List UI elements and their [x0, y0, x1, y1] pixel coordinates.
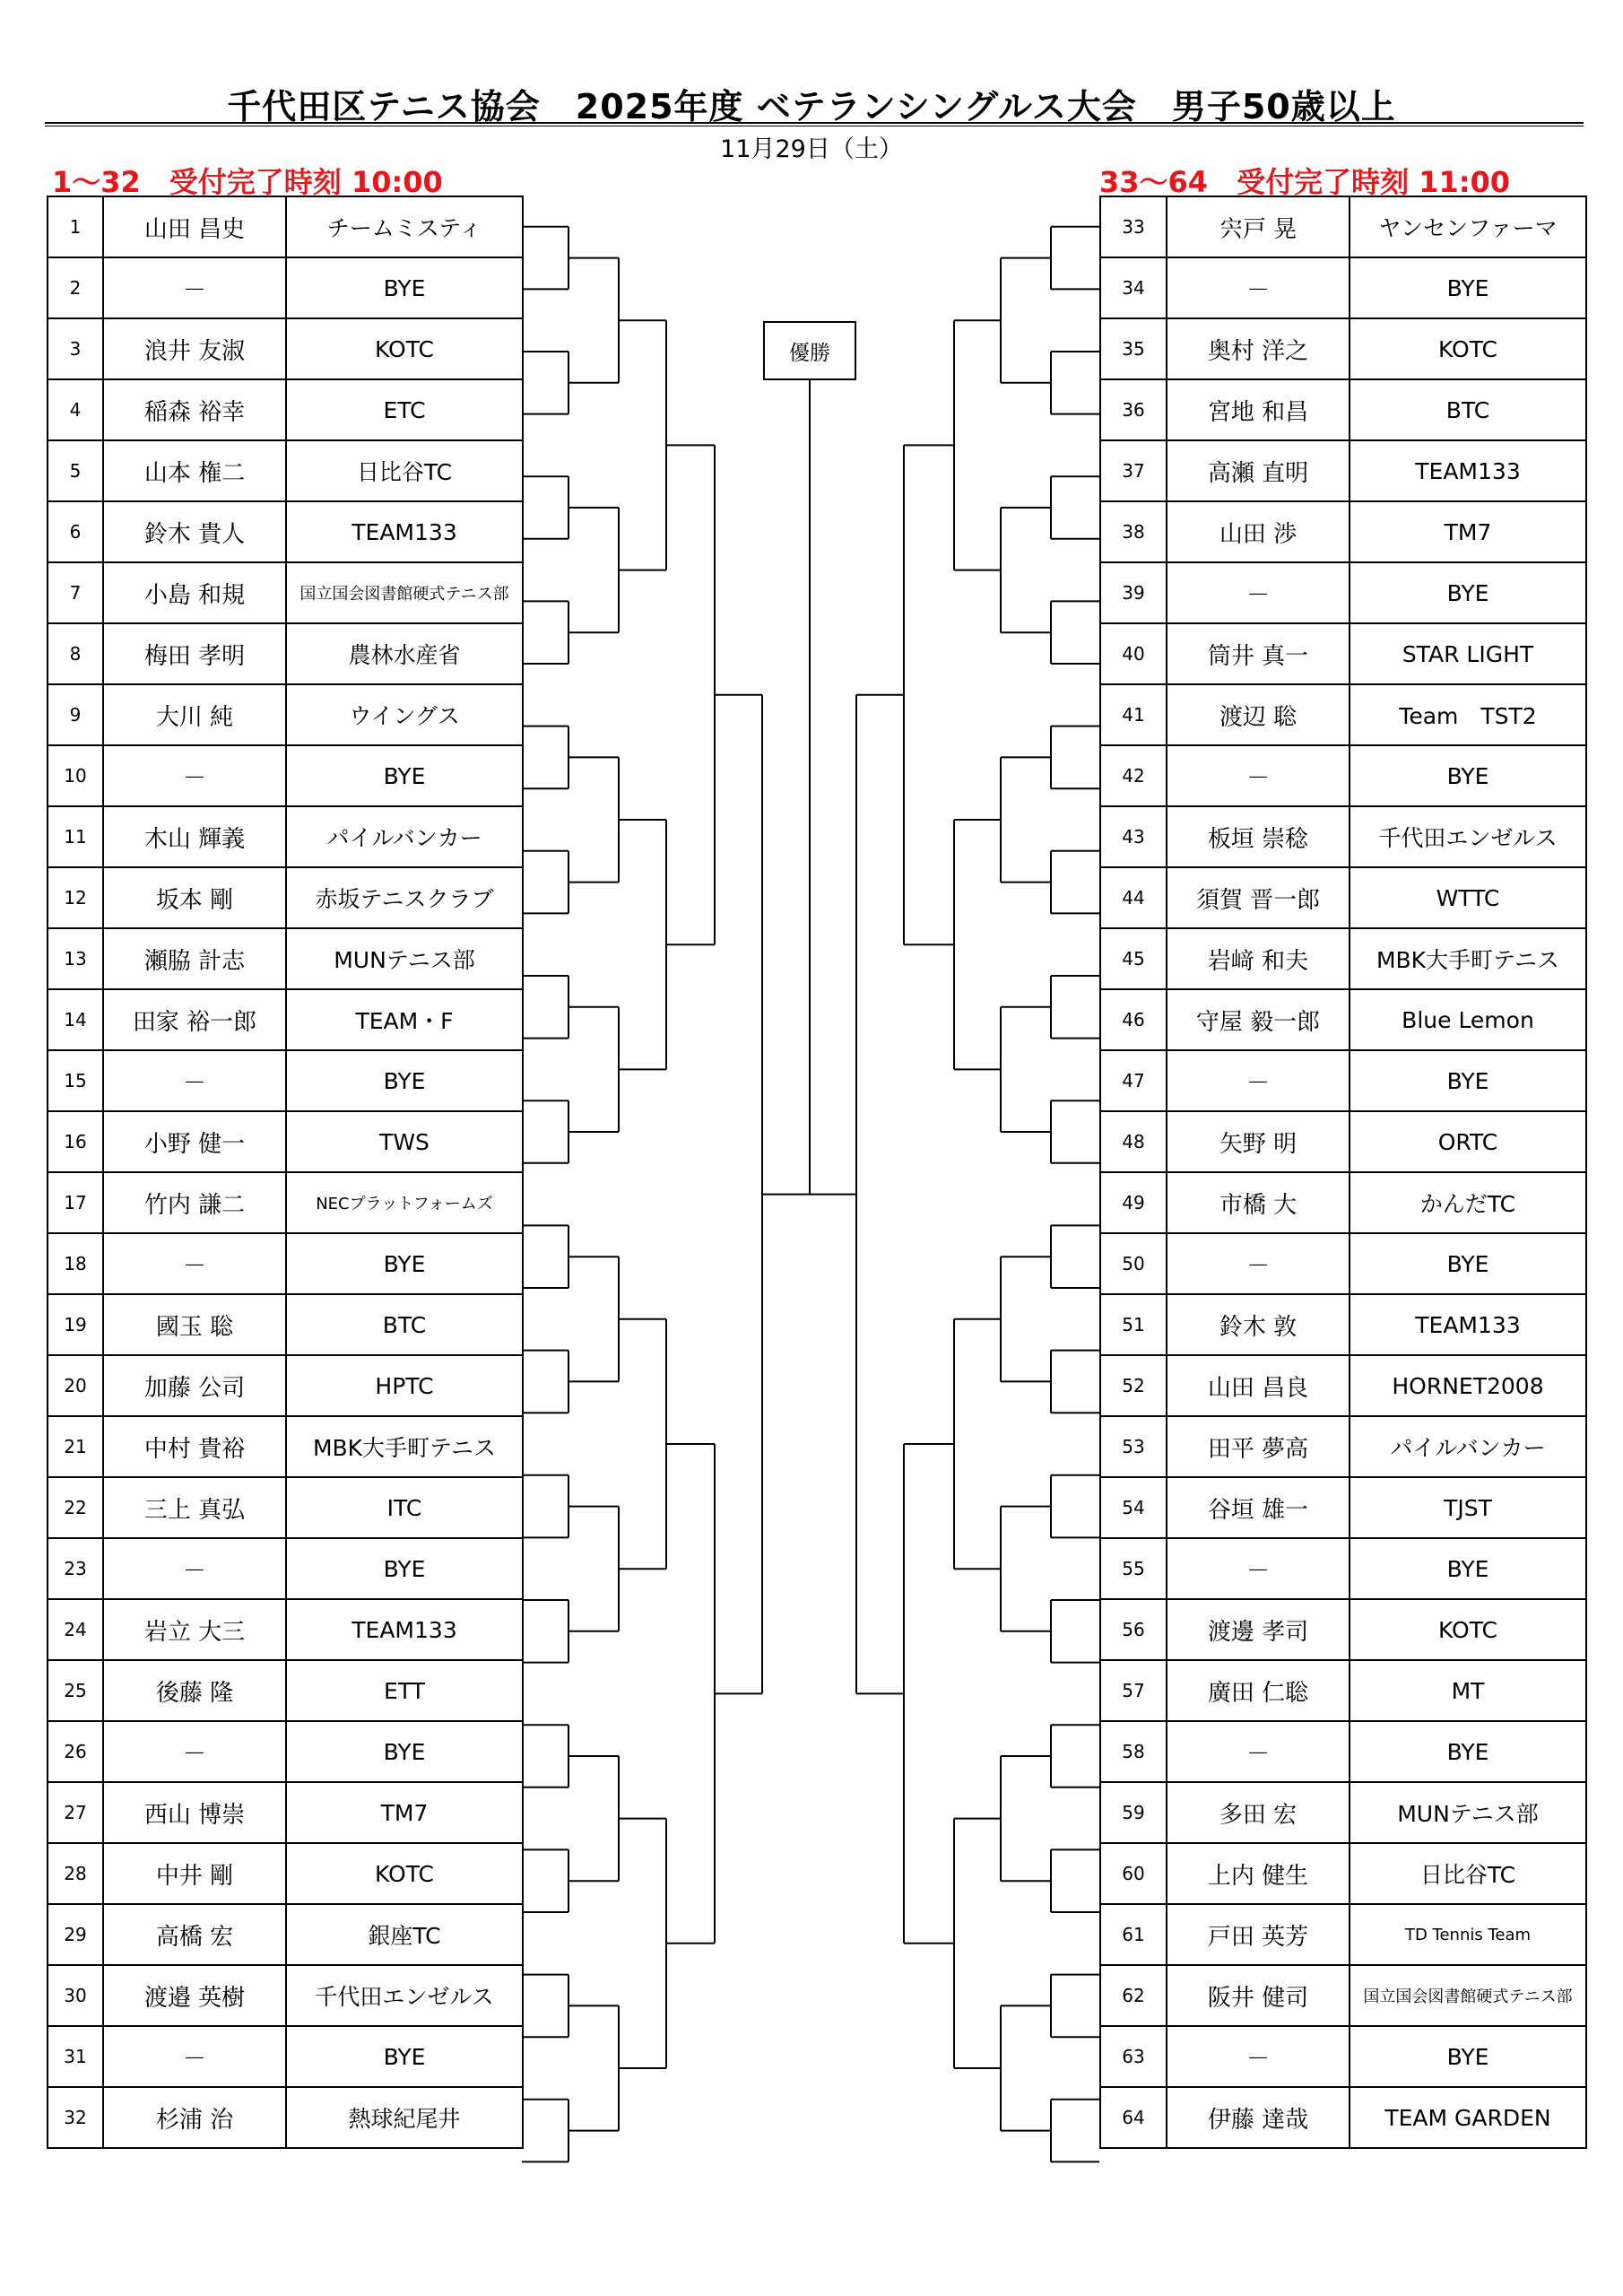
draw-number: 21 — [48, 1416, 103, 1477]
player-name: 中井 剛 — [103, 1843, 286, 1904]
draw-row — [48, 1294, 523, 1355]
player-club: チームミスティ — [286, 196, 523, 257]
player-name: － — [1167, 1538, 1350, 1599]
player-name: 瀬脇 計志 — [103, 928, 286, 989]
player-club: BYE — [1350, 2026, 1586, 2087]
player-name: 山田 昌史 — [103, 196, 286, 257]
player-club: BYE — [286, 745, 523, 806]
draw-number: 44 — [1100, 867, 1167, 928]
player-name: 多田 宏 — [1167, 1782, 1350, 1843]
player-club: TEAM・F — [286, 989, 523, 1050]
player-club: BYE — [286, 1721, 523, 1782]
player-name: 高瀬 直明 — [1167, 440, 1350, 501]
player-name: 三上 真弘 — [103, 1477, 286, 1538]
player-club: 熱球紀尾井 — [286, 2087, 523, 2148]
draw-number: 41 — [1100, 684, 1167, 745]
draw-number: 33 — [1100, 196, 1167, 257]
draw-number: 35 — [1100, 318, 1167, 379]
draw-number: 29 — [48, 1904, 103, 1965]
player-club: BYE — [286, 1233, 523, 1294]
draw-row — [48, 562, 523, 623]
draw-row — [48, 501, 523, 562]
player-club: MT — [1350, 1660, 1586, 1721]
draw-number: 48 — [1100, 1111, 1167, 1172]
player-club: BYE — [286, 257, 523, 318]
player-name: 山田 渉 — [1167, 501, 1350, 562]
draw-row — [48, 1538, 523, 1599]
player-club: 千代田エンゼルス — [286, 1965, 523, 2026]
draw-row — [1100, 1904, 1586, 1965]
player-name: 渡邉 英樹 — [103, 1965, 286, 2026]
draw-number: 10 — [48, 745, 103, 806]
draw-table-left — [47, 196, 524, 2149]
player-club: WTTC — [1350, 867, 1586, 928]
draw-number: 19 — [48, 1294, 103, 1355]
player-name: 矢野 明 — [1167, 1111, 1350, 1172]
player-club: TEAM133 — [1350, 440, 1586, 501]
draw-row — [1100, 684, 1586, 745]
player-club: BYE — [1350, 562, 1586, 623]
player-club: MUNテニス部 — [286, 928, 523, 989]
draw-row — [48, 1599, 523, 1660]
draw-row — [1100, 1355, 1586, 1416]
draw-row — [48, 1965, 523, 2026]
draw-row — [1100, 1843, 1586, 1904]
player-name: － — [1167, 562, 1350, 623]
player-club: BYE — [1350, 1233, 1586, 1294]
draw-row — [1100, 745, 1586, 806]
player-name: 宮地 和昌 — [1167, 379, 1350, 440]
draw-number: 46 — [1100, 989, 1167, 1050]
player-name: 後藤 隆 — [103, 1660, 286, 1721]
draw-number: 56 — [1100, 1599, 1167, 1660]
player-club: ETT — [286, 1660, 523, 1721]
player-club: KOTC — [286, 318, 523, 379]
player-club: MBK大手町テニス — [286, 1416, 523, 1477]
player-name: － — [103, 1721, 286, 1782]
player-club: Team TST2 — [1350, 684, 1586, 745]
draw-table-right — [1099, 196, 1587, 2149]
player-club: ITC — [286, 1477, 523, 1538]
player-name: 渡辺 聡 — [1167, 684, 1350, 745]
player-name: 中村 貴裕 — [103, 1416, 286, 1477]
draw-number: 57 — [1100, 1660, 1167, 1721]
draw-number: 53 — [1100, 1416, 1167, 1477]
draw-number: 64 — [1100, 2087, 1167, 2148]
player-name: 小野 健一 — [103, 1111, 286, 1172]
draw-row — [1100, 928, 1586, 989]
player-club: 銀座TC — [286, 1904, 523, 1965]
player-club: BTC — [286, 1294, 523, 1355]
draw-number: 49 — [1100, 1172, 1167, 1233]
draw-number: 32 — [48, 2087, 103, 2148]
player-name: 坂本 剛 — [103, 867, 286, 928]
draw-row — [48, 379, 523, 440]
player-club: ETC — [286, 379, 523, 440]
draw-number: 14 — [48, 989, 103, 1050]
player-club: BYE — [286, 1050, 523, 1111]
draw-row — [1100, 1111, 1586, 1172]
player-club: BYE — [1350, 257, 1586, 318]
draw-number: 59 — [1100, 1782, 1167, 1843]
draw-row — [1100, 2087, 1586, 2148]
player-club: KOTC — [1350, 318, 1586, 379]
player-name: 山田 昌良 — [1167, 1355, 1350, 1416]
draw-number: 3 — [48, 318, 103, 379]
player-name: 奥村 洋之 — [1167, 318, 1350, 379]
draw-row — [1100, 501, 1586, 562]
player-name: 西山 博崇 — [103, 1782, 286, 1843]
draw-row — [1100, 867, 1586, 928]
draw-number: 47 — [1100, 1050, 1167, 1111]
player-name: 渡邊 孝司 — [1167, 1599, 1350, 1660]
draw-number: 23 — [48, 1538, 103, 1599]
player-name: － — [103, 257, 286, 318]
draw-number: 22 — [48, 1477, 103, 1538]
draw-row — [48, 196, 523, 257]
player-name: 鈴木 貴人 — [103, 501, 286, 562]
draw-number: 45 — [1100, 928, 1167, 989]
draw-row — [1100, 379, 1586, 440]
player-club: 日比谷TC — [286, 440, 523, 501]
player-club: TEAM133 — [286, 1599, 523, 1660]
player-name: 小島 和規 — [103, 562, 286, 623]
draw-number: 40 — [1100, 623, 1167, 684]
player-name: 伊藤 達哉 — [1167, 2087, 1350, 2148]
draw-row — [1100, 2026, 1586, 2087]
draw-number: 28 — [48, 1843, 103, 1904]
draw-row — [1100, 1660, 1586, 1721]
draw-number: 34 — [1100, 257, 1167, 318]
draw-number: 63 — [1100, 2026, 1167, 2087]
player-name: 守屋 毅一郎 — [1167, 989, 1350, 1050]
player-name: 阪井 健司 — [1167, 1965, 1350, 2026]
player-club: TJST — [1350, 1477, 1586, 1538]
draw-number: 20 — [48, 1355, 103, 1416]
player-name: 國玉 聡 — [103, 1294, 286, 1355]
player-name: 稲森 裕幸 — [103, 379, 286, 440]
player-club: TWS — [286, 1111, 523, 1172]
draw-number: 6 — [48, 501, 103, 562]
draw-row — [1100, 562, 1586, 623]
draw-row — [48, 2026, 523, 2087]
draw-row — [1100, 1233, 1586, 1294]
event-date: 11月29日（土） — [720, 135, 903, 163]
draw-row — [48, 440, 523, 501]
player-club: BYE — [1350, 1050, 1586, 1111]
player-club: 農林水産省 — [286, 623, 523, 684]
draw-row — [1100, 1599, 1586, 1660]
draw-row — [48, 1782, 523, 1843]
player-name: － — [1167, 257, 1350, 318]
draw-number: 4 — [48, 379, 103, 440]
player-club: 赤坂テニスクラブ — [286, 867, 523, 928]
player-club: 日比谷TC — [1350, 1843, 1586, 1904]
draw-number: 16 — [48, 1111, 103, 1172]
player-name: － — [1167, 1050, 1350, 1111]
player-club: MBK大手町テニス — [1350, 928, 1586, 989]
draw-row — [48, 1355, 523, 1416]
draw-row — [48, 1904, 523, 1965]
player-club: ヤンセンファーマ — [1350, 196, 1586, 257]
player-name: 戸田 英芳 — [1167, 1904, 1350, 1965]
draw-number: 37 — [1100, 440, 1167, 501]
draw-row — [1100, 989, 1586, 1050]
draw-number: 60 — [1100, 1843, 1167, 1904]
player-club: BYE — [1350, 1721, 1586, 1782]
draw-number: 5 — [48, 440, 103, 501]
champion-box: 優勝 — [763, 321, 856, 380]
session-right-checkin: 33～64 受付完了時刻 11:00 — [1099, 165, 1511, 199]
draw-number: 1 — [48, 196, 103, 257]
draw-row — [48, 684, 523, 745]
player-name: － — [1167, 1721, 1350, 1782]
player-name: 竹内 謙二 — [103, 1172, 286, 1233]
draw-number: 12 — [48, 867, 103, 928]
draw-number: 36 — [1100, 379, 1167, 440]
draw-row — [48, 1416, 523, 1477]
player-name: 田平 夢高 — [1167, 1416, 1350, 1477]
player-club: BYE — [1350, 1538, 1586, 1599]
player-name: － — [103, 1538, 286, 1599]
draw-number: 13 — [48, 928, 103, 989]
player-name: 梅田 孝明 — [103, 623, 286, 684]
draw-number: 31 — [48, 2026, 103, 2087]
draw-row — [48, 1477, 523, 1538]
draw-row — [1100, 440, 1586, 501]
player-name: 谷垣 雄一 — [1167, 1477, 1350, 1538]
draw-row — [1100, 1538, 1586, 1599]
player-name: 浪井 友淑 — [103, 318, 286, 379]
player-club: TEAM GARDEN — [1350, 2087, 1586, 2148]
draw-row — [48, 1843, 523, 1904]
draw-row — [1100, 1050, 1586, 1111]
draw-row — [48, 318, 523, 379]
draw-row — [1100, 1172, 1586, 1233]
player-name: 宍戸 晃 — [1167, 196, 1350, 257]
player-club: KOTC — [286, 1843, 523, 1904]
player-club: TM7 — [286, 1782, 523, 1843]
draw-row — [48, 2087, 523, 2148]
player-club: HPTC — [286, 1355, 523, 1416]
draw-number: 39 — [1100, 562, 1167, 623]
player-club: 国立国会図書館硬式テニス部 — [1350, 1965, 1586, 2026]
player-name: － — [103, 1233, 286, 1294]
player-club: BYE — [286, 1538, 523, 1599]
player-club: TM7 — [1350, 501, 1586, 562]
draw-number: 24 — [48, 1599, 103, 1660]
draw-row — [48, 1050, 523, 1111]
page-title: 千代田区テニス協会 2025年度 ベテランシングルス大会 男子50歳以上 — [227, 87, 1396, 126]
draw-row — [1100, 806, 1586, 867]
player-name: 須賀 晋一郎 — [1167, 867, 1350, 928]
draw-row — [1100, 318, 1586, 379]
player-club: BTC — [1350, 379, 1586, 440]
draw-number: 25 — [48, 1660, 103, 1721]
player-name: 大川 純 — [103, 684, 286, 745]
draw-row — [48, 745, 523, 806]
draw-number: 55 — [1100, 1538, 1167, 1599]
draw-number: 51 — [1100, 1294, 1167, 1355]
player-name: － — [1167, 2026, 1350, 2087]
player-club: KOTC — [1350, 1599, 1586, 1660]
player-club: MUNテニス部 — [1350, 1782, 1586, 1843]
player-club: TEAM133 — [286, 501, 523, 562]
player-name: 廣田 仁聡 — [1167, 1660, 1350, 1721]
draw-number: 42 — [1100, 745, 1167, 806]
player-name: － — [1167, 745, 1350, 806]
draw-number: 15 — [48, 1050, 103, 1111]
player-name: － — [1167, 1233, 1350, 1294]
player-name: 山本 権二 — [103, 440, 286, 501]
player-name: 木山 輝義 — [103, 806, 286, 867]
draw-row — [48, 1172, 523, 1233]
player-club: ORTC — [1350, 1111, 1586, 1172]
player-club: HORNET2008 — [1350, 1355, 1586, 1416]
session-left-checkin: 1～32 受付完了時刻 10:00 — [52, 165, 443, 199]
player-club: 千代田エンゼルス — [1350, 806, 1586, 867]
draw-row — [1100, 1965, 1586, 2026]
player-name: 高橋 宏 — [103, 1904, 286, 1965]
draw-row — [1100, 1721, 1586, 1782]
player-name: － — [103, 2026, 286, 2087]
player-club: パイルバンカー — [286, 806, 523, 867]
draw-number: 58 — [1100, 1721, 1167, 1782]
draw-row — [48, 1233, 523, 1294]
draw-number: 2 — [48, 257, 103, 318]
draw-number: 17 — [48, 1172, 103, 1233]
draw-row — [1100, 1782, 1586, 1843]
draw-row — [1100, 1294, 1586, 1355]
player-name: 岩立 大三 — [103, 1599, 286, 1660]
player-club: パイルバンカー — [1350, 1416, 1586, 1477]
draw-number: 43 — [1100, 806, 1167, 867]
player-club: Blue Lemon — [1350, 989, 1586, 1050]
draw-number: 26 — [48, 1721, 103, 1782]
player-name: 鈴木 敦 — [1167, 1294, 1350, 1355]
draw-row — [1100, 257, 1586, 318]
draw-row — [1100, 1416, 1586, 1477]
draw-row — [48, 257, 523, 318]
draw-number: 61 — [1100, 1904, 1167, 1965]
draw-number: 38 — [1100, 501, 1167, 562]
player-club: BYE — [1350, 745, 1586, 806]
draw-number: 30 — [48, 1965, 103, 2026]
player-name: 杉浦 治 — [103, 2087, 286, 2148]
draw-row — [48, 1660, 523, 1721]
player-name: 市橋 大 — [1167, 1172, 1350, 1233]
player-club: かんだTC — [1350, 1172, 1586, 1233]
draw-number: 50 — [1100, 1233, 1167, 1294]
draw-number: 27 — [48, 1782, 103, 1843]
player-name: 岩﨑 和夫 — [1167, 928, 1350, 989]
player-club: 国立国会図書館硬式テニス部 — [286, 562, 523, 623]
player-club: TEAM133 — [1350, 1294, 1586, 1355]
player-name: － — [103, 745, 286, 806]
player-name: 筒井 真一 — [1167, 623, 1350, 684]
draw-row — [48, 1721, 523, 1782]
draw-row — [48, 1111, 523, 1172]
player-club: ウイングス — [286, 684, 523, 745]
player-name: 上内 健生 — [1167, 1843, 1350, 1904]
draw-number: 7 — [48, 562, 103, 623]
draw-row — [48, 989, 523, 1050]
draw-number: 11 — [48, 806, 103, 867]
draw-row — [48, 806, 523, 867]
draw-row — [48, 623, 523, 684]
draw-row — [48, 928, 523, 989]
player-club: TD Tennis Team — [1350, 1904, 1586, 1965]
player-club: BYE — [286, 2026, 523, 2087]
draw-number: 8 — [48, 623, 103, 684]
player-name: 加藤 公司 — [103, 1355, 286, 1416]
player-club: STAR LIGHT — [1350, 623, 1586, 684]
draw-row — [1100, 1477, 1586, 1538]
player-name: － — [103, 1050, 286, 1111]
draw-row — [48, 867, 523, 928]
player-name: 板垣 崇稔 — [1167, 806, 1350, 867]
draw-number: 18 — [48, 1233, 103, 1294]
draw-number: 62 — [1100, 1965, 1167, 2026]
draw-row — [1100, 196, 1586, 257]
draw-number: 9 — [48, 684, 103, 745]
player-name: 田家 裕一郎 — [103, 989, 286, 1050]
draw-number: 52 — [1100, 1355, 1167, 1416]
draw-number: 54 — [1100, 1477, 1167, 1538]
player-club: NECプラットフォームズ — [286, 1172, 523, 1233]
draw-row — [1100, 623, 1586, 684]
